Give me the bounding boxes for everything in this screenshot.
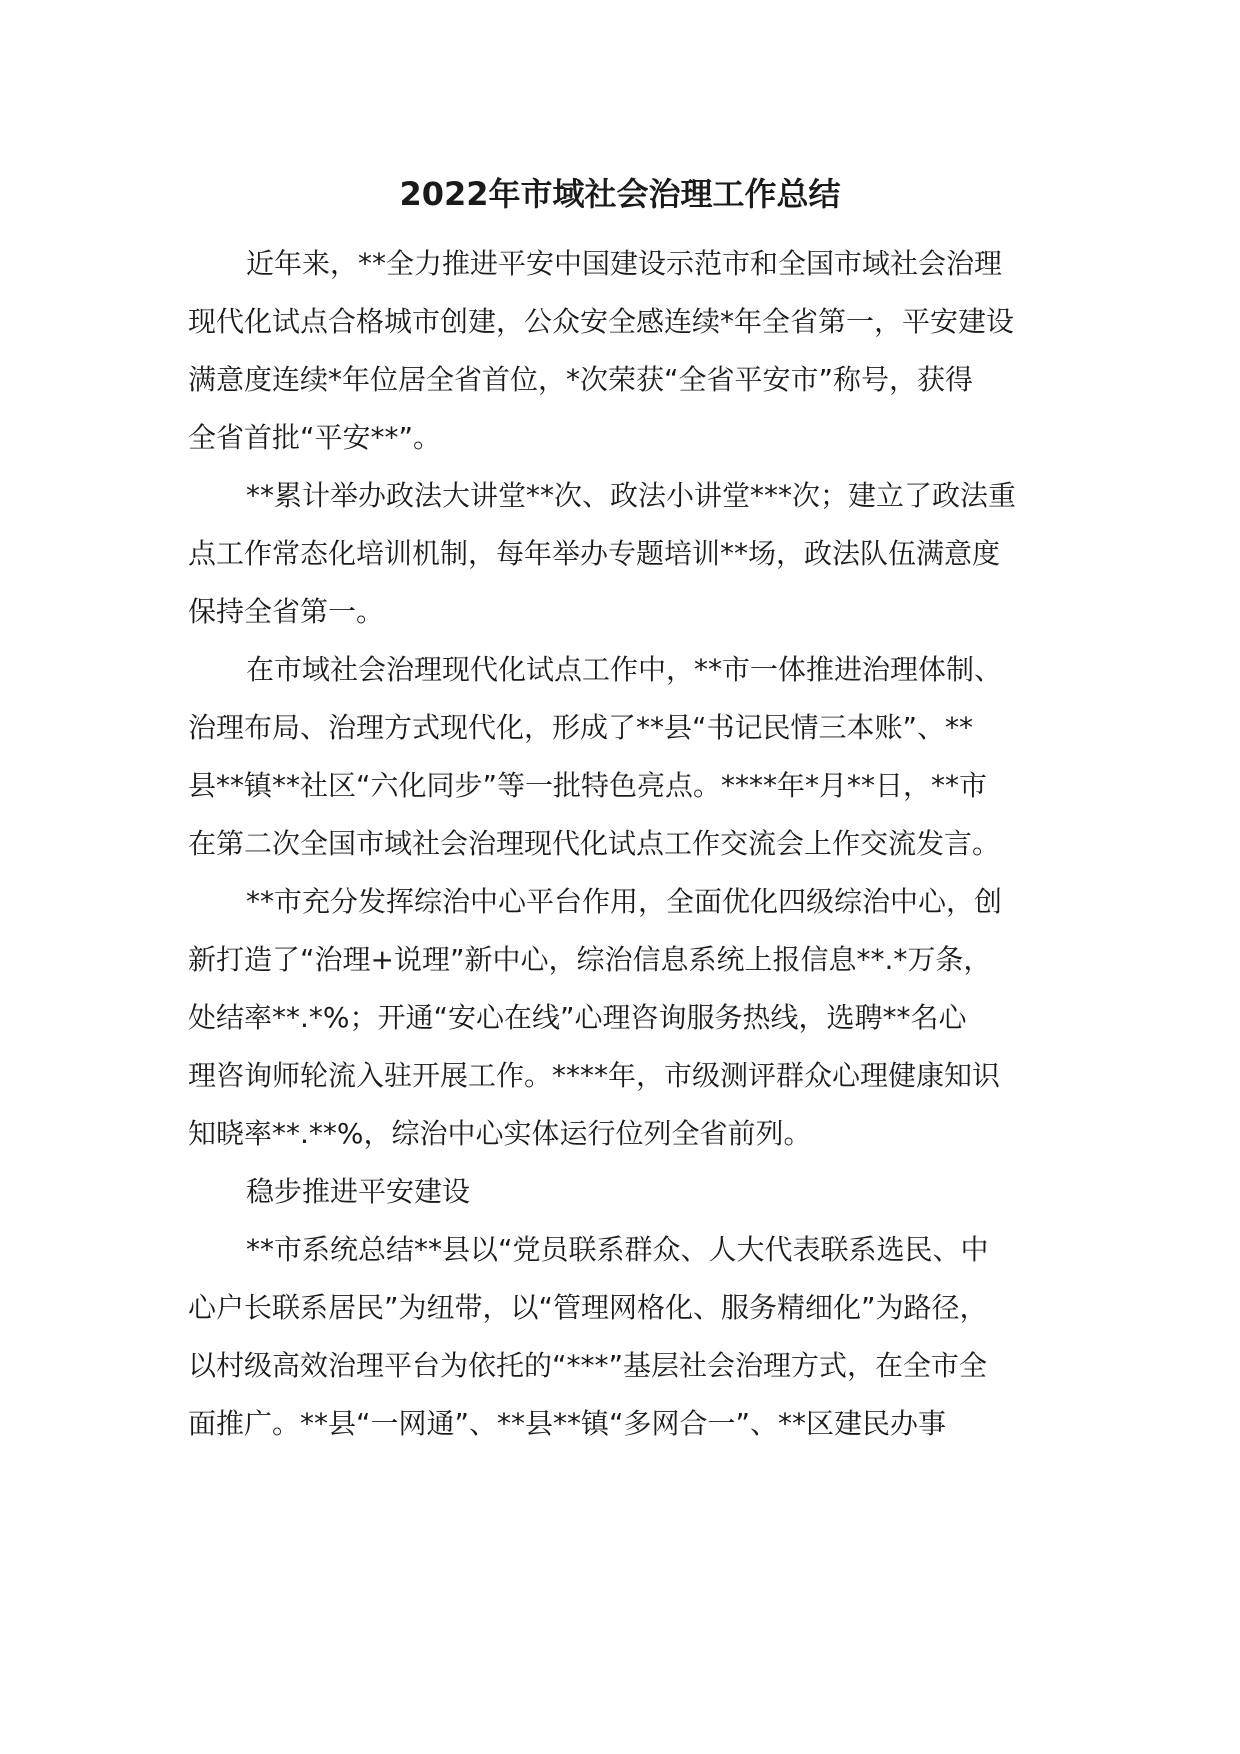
text-line: 在市域社会治理现代化试点工作中，**市一体推进治理体制、 xyxy=(246,653,1003,686)
text-line: 现代化试点合格城市创建，公众安全感连续*年全省第一，平安建设 xyxy=(188,305,1015,338)
text-line: 以村级高效治理平台为依托的“***”基层社会治理方式，在全市全 xyxy=(188,1349,988,1382)
text-line: 全省首批“平安**”。 xyxy=(188,421,442,454)
text-line: 知晓率**.**%，综治中心实体运行位列全省前列。 xyxy=(188,1117,812,1150)
text-line: 在第二次全国市域社会治理现代化试点工作交流会上作交流发言。 xyxy=(188,827,1001,860)
text-line: 县**镇**社区“六化同步”等一批特色亮点。****年*月**日，**市 xyxy=(188,769,988,802)
text-line: 点工作常态化培训机制，每年举办专题培训**场，政法队伍满意度 xyxy=(188,537,1001,570)
text-line: 处结率**.*%；开通“安心在线”心理咨询服务热线，选聘**名心 xyxy=(188,1001,967,1034)
text-line: 面推广。**县“一网通”、**县**镇“多网合一”、**区建民办事 xyxy=(188,1407,947,1440)
document-title: 2022年市域社会治理工作总结 xyxy=(399,175,841,213)
text-line: 满意度连续*年位居全省首位，*次荣获“全省平安市”称号，获得 xyxy=(188,363,974,396)
text-line: **市系统总结**县以“党员联系群众、人大代表联系选民、中 xyxy=(246,1233,989,1266)
text-line: 心户长联系居民”为纽带，以“管理网格化、服务精细化”为路径， xyxy=(188,1291,988,1324)
text-line: 治理布局、治理方式现代化，形成了**县“书记民情三本账”、** xyxy=(188,711,974,744)
text-line: 理咨询师轮流入驻开展工作。****年，市级测评群众心理健康知识 xyxy=(188,1059,1001,1092)
text-line: 近年来，**全力推进平安中国建设示范市和全国市域社会治理 xyxy=(246,247,1003,280)
section-heading: 稳步推进平安建设 xyxy=(246,1175,471,1208)
text-line: 保持全省第一。 xyxy=(188,595,385,628)
text-line: 新打造了“治理+说理”新中心，综治信息系统上报信息**.*万条， xyxy=(188,943,992,976)
text-line: **市充分发挥综治中心平台作用，全面优化四级综治中心，创 xyxy=(246,885,1003,918)
text-line: **累计举办政法大讲堂**次、政法小讲堂***次；建立了政法重 xyxy=(246,479,1017,512)
